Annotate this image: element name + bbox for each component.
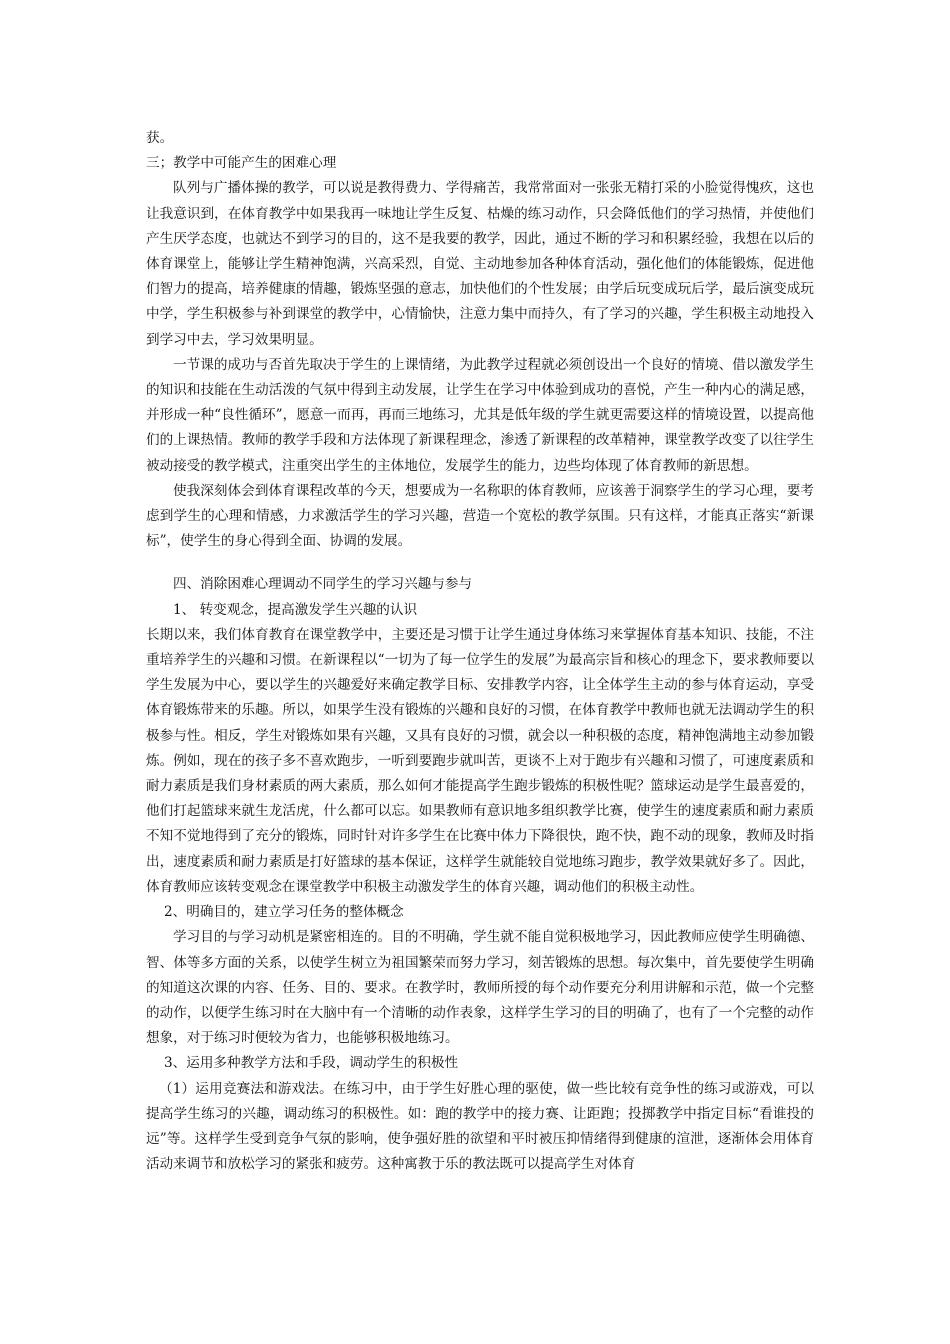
- section-heading-4: 四、消除困难心理调动不同学生的学习兴趣与参与: [173, 576, 473, 593]
- paragraph: 一节课的成功与否首先取决于学生的上课情绪，为此教学过程就必须创设出一个良好的情境、借以激发学生的知识和技能在生动活泼的气氛中得到主动发展，让学生在学习中体验到成功的喜悦，产生一种内心的满足感，并形成一种“良性循环”，愿意一而再，再而三地练习，尤其是低年级的学生就更需要这样的情境设置，以提高他们的上课热情。教师的教学手段和方法体现了新课程理念，渗透了新课程的改革精神，课堂教学改变了以往学生被动接受的教学模式，注重突出学生的主体地位，发展学生的能力，边些均体现了体育教师的新思想。: [146, 356, 814, 474]
- paragraph: 使我深刻体会到体育课程改革的今天，想要成为一名称职的体育教师，应该善于洞察学生的学习心理，要考虑到学生的心理和情感，力求激活学生的学习兴趣，营造一个宽松的教学氛围。只有这样，才能真正落实“新课标”，使学生的身心得到全面、协调的发展。: [146, 482, 814, 550]
- paragraph-continuation: 获。: [146, 130, 174, 146]
- document-page: [146, 126, 814, 1177]
- subheading-1: 1、 转变观念，提高激发学生兴趣的认识: [173, 601, 418, 618]
- paragraph: 队列与广播体操的教学，可以说是教得费力、学得痛苦，我常常面对一张张无精打采的小脸觉得愧疚，这也让我意识到，在体育教学中如果我再一味地让学生反复、枯燥的练习动作，只会降低他们的学习热情，并使他们产生厌学态度，也就达不到学习的目的，这不是我要的教学，因此，通过不断的学习和积累经验，我想在以后的体育课堂上，能够让学生精神饱满，兴高采烈，自觉、主动地参加各种体育活动，强化他们的体能锻炼，促进他们智力的提高，培养健康的情趣，锻炼坚强的意志，加快他们的个性发展；由学后玩变成玩后学，最后演变成玩中学，学生积极参与补到课堂的教学中，心情愉快，注意力集中而持久，有了学习的兴趣，学生积极主动地投入到学习中去，学习效果明显。: [146, 180, 814, 348]
- paragraph: 学习目的与学习动机是紧密相连的。目的不明确，学生就不能自觉积极地学习，因此教师应使学生明确德、智、体等多方面的关系，以使学生树立为祖国繁荣而努力学习，刻苦锻炼的思想。每次集中，首先要使学生明确的知道这次课的内容、任务、目的、要求。在教学时，教师所授的每个动作要充分利用讲解和示范，做一个完整的动作，以便学生练习时在大脑中有一个清晰的动作表象，这样学生学习的目的明确了，也有了一个完整的动作想象，对于练习时便较为省力，也能够积极地练习。: [146, 929, 814, 1047]
- paragraph: 长期以来，我们体育教育在课堂教学中，主要还是习惯于让学生通过身体练习来掌握体育基本知识、技能，不注重培养学生的兴趣和习惯。在新课程以“一切为了每一位学生的发展”为最高宗旨和核心的理念下，要求教师要以学生发展为中心，要以学生的兴趣爱好来确定教学目标、安排教学内容，让全体学生主动的参与体育运动，享受体育锻炼带来的乐趣。所以，如果学生没有锻炼的兴趣和良好的习惯，在体育教学中教师也就无法调动学生的积极参与性。相反，学生对锻炼如果有兴趣，又具有良好的习惯，就会以一种积极的态度，精神饱满地主动参加锻炼。例如，现在的孩子多不喜欢跑步，一听到要跑步就叫苦，更谈不上对于跑步有兴趣和习惯了，可速度素质和耐力素质是我们身材素质的两大素质，那么如何才能提高学生跑步锻炼的积极性呢？篮球运动是学生最喜爱的，他们打起篮球来就生龙活虎，什么都可以忘。如果教师有意识地多组织教学比赛，使学生的速度素质和耐力素质不知不觉地得到了充分的锻炼，同时针对许多学生在比赛中体力下降很快，跑不快，跑不动的现象，教师及时指出，速度素质和耐力素质是打好篮球的基本保证，这样学生就能较自觉地练习跑步，教学效果就好多了。因此，体育教师应该转变观念在课堂教学中积极主动激发学生的体育兴趣，调动他们的积极主动性。: [146, 626, 814, 895]
- subheading-3: 3、运用多种教学方法和手段，调动学生的积极性: [164, 1055, 459, 1072]
- paragraph: （1）运用竞赛法和游戏法。在练习中，由于学生好胜心理的驱使，做一些比较有竞争性的练习或游戏，可以提高学生练习的兴趣，调动练习的积极性。如：跑的教学中的接力赛、让距跑；投掷教学中指定目标“看谁投的远”等。这样学生受到竞争气氛的影响，使争强好胜的欲望和平时被压抑情绪得到健康的渲泄，逐渐体会用体育活动来调节和放松学习的紧张和疲劳。这种寓教于乐的教法既可以提高学生对体育: [146, 1080, 814, 1173]
- section-heading-3: 三；教学中可能产生的困难心理: [146, 155, 337, 172]
- subheading-2: 2、明确目的，建立学习任务的整体概念: [164, 904, 404, 921]
